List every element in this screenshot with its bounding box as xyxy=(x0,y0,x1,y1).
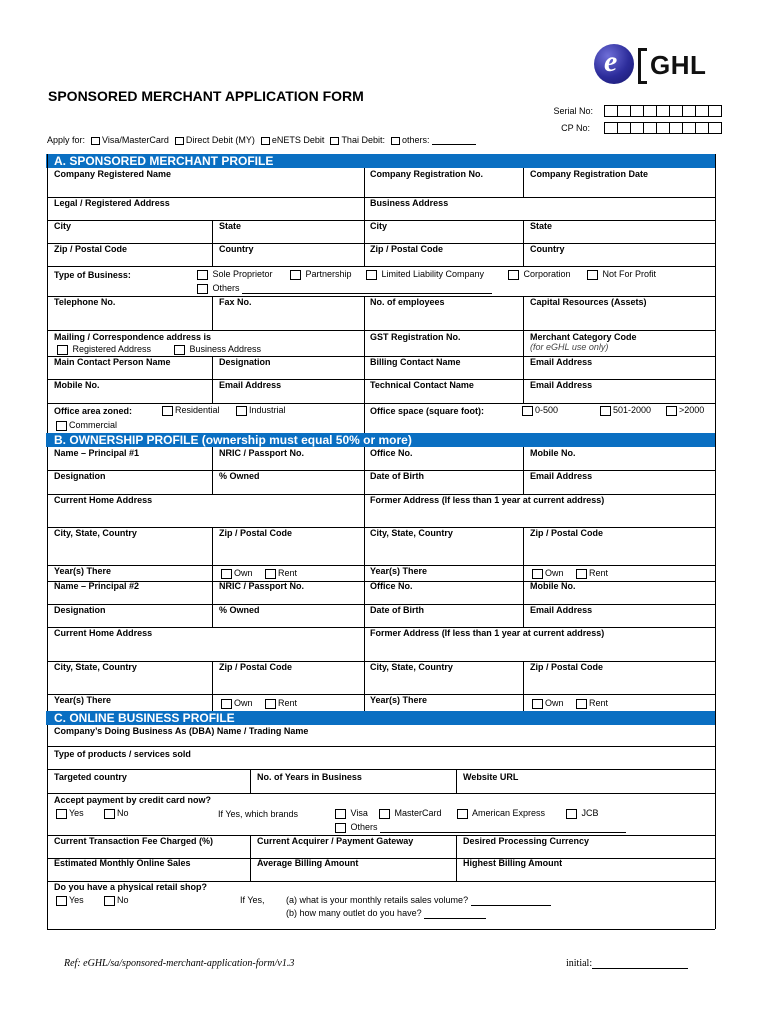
outlet-count-blank[interactable] xyxy=(424,909,486,919)
mobile-label: Mobile No. xyxy=(530,581,576,591)
highest-billing-label: Highest Billing Amount xyxy=(463,858,563,868)
zoned-option[interactable]: Commercial xyxy=(56,420,117,431)
checkbox[interactable] xyxy=(104,809,115,819)
targeted-country-label: Targeted country xyxy=(54,772,127,782)
city-label: City xyxy=(54,221,72,231)
main-contact-label: Main Contact Person Name xyxy=(54,357,171,367)
cp-no-label: CP No: xyxy=(561,123,590,133)
cp-no-field[interactable] xyxy=(604,122,722,134)
type-of-business-label: Type of Business: xyxy=(54,270,131,280)
brand-option[interactable]: Visa xyxy=(335,808,368,819)
gst-label: GST Registration No. xyxy=(370,332,461,342)
billing-contact-label: Billing Contact Name xyxy=(370,357,461,367)
others-blank[interactable] xyxy=(432,135,476,145)
years-there-label: Year(s) There xyxy=(370,566,428,576)
telephone-label: Telephone No. xyxy=(54,297,116,307)
mobile-label: Mobile No. xyxy=(530,448,576,458)
form-title: SPONSORED MERCHANT APPLICATION FORM xyxy=(48,88,364,104)
table-border-right xyxy=(715,154,716,929)
apply-option[interactable]: Direct Debit (MY) xyxy=(175,135,255,145)
brand-option[interactable]: JCB xyxy=(566,808,599,819)
fax-label: Fax No. xyxy=(219,297,252,307)
if-yes-brands-label: If Yes, which brands xyxy=(218,809,299,819)
checkbox[interactable] xyxy=(522,406,533,416)
designation-label: Designation xyxy=(54,471,106,481)
office-zoned-label: Office area zoned: xyxy=(54,406,133,416)
state-label: State xyxy=(219,221,242,231)
employees-label: No. of employees xyxy=(370,297,445,307)
owned-label: % Owned xyxy=(219,605,260,615)
physical-shop-no[interactable]: No xyxy=(104,895,129,906)
section-a-header: A. SPONSORED MERCHANT PROFILE xyxy=(46,154,715,168)
brand-other-option[interactable]: Others xyxy=(335,822,626,833)
legal-address-label: Legal / Registered Address xyxy=(54,198,170,208)
logo-bracket xyxy=(638,48,647,84)
rent-option[interactable]: Rent xyxy=(265,698,297,709)
zip-label: Zip / Postal Code xyxy=(54,244,128,254)
email-label: Email Address xyxy=(530,357,593,367)
checkbox[interactable] xyxy=(56,809,67,819)
designation-label: Designation xyxy=(219,357,271,367)
checkbox[interactable] xyxy=(576,699,587,709)
checkbox[interactable] xyxy=(221,699,232,709)
physical-shop-yes[interactable]: Yes xyxy=(56,895,84,906)
checkbox[interactable] xyxy=(532,699,543,709)
checkbox[interactable] xyxy=(290,270,301,280)
office-no-label: Office No. xyxy=(370,448,413,458)
checkbox[interactable] xyxy=(587,270,598,280)
checkbox[interactable] xyxy=(532,569,543,579)
brand-other-blank[interactable] xyxy=(380,823,626,833)
zip-label: Zip / Postal Code xyxy=(530,528,604,538)
checkbox[interactable] xyxy=(391,137,400,145)
checkbox[interactable] xyxy=(197,284,208,294)
city-state-country-label: City, State, Country xyxy=(54,528,137,538)
business-type-option[interactable]: Limited Liability Company xyxy=(366,269,484,280)
checkbox[interactable] xyxy=(236,406,247,416)
city-state-country-label: City, State, Country xyxy=(370,662,453,672)
checkbox[interactable] xyxy=(335,809,346,819)
business-type-other-blank[interactable] xyxy=(242,284,492,294)
brand-option[interactable]: MasterCard xyxy=(379,808,442,819)
checkbox[interactable] xyxy=(162,406,173,416)
if-yes-label: If Yes, xyxy=(240,895,265,905)
dba-label: Company’s Doing Business As (DBA) Name / Trading Name xyxy=(54,726,309,736)
checkbox[interactable] xyxy=(330,137,339,145)
state-label: State xyxy=(530,221,553,231)
current-home-label: Current Home Address xyxy=(54,495,153,505)
zip-label: Zip / Postal Code xyxy=(530,662,604,672)
checkbox[interactable] xyxy=(175,137,184,145)
checkbox[interactable] xyxy=(261,137,270,145)
checkbox[interactable] xyxy=(197,270,208,280)
principal2-name-label: Name – Principal #2 xyxy=(54,581,140,591)
principal1-name-label: Name – Principal #1 xyxy=(54,448,140,458)
checkbox[interactable] xyxy=(221,569,232,579)
city-state-country-label: City, State, Country xyxy=(54,662,137,672)
zoned-option[interactable]: Industrial xyxy=(236,405,286,416)
business-type-other-option[interactable]: Others xyxy=(197,283,492,294)
brand-option[interactable]: American Express xyxy=(457,808,545,819)
checkbox[interactable] xyxy=(56,421,67,431)
current-acquirer-label: Current Acquirer / Payment Gateway xyxy=(257,836,414,846)
sales-volume-blank[interactable] xyxy=(471,896,551,906)
apply-option[interactable]: eNETS Debit xyxy=(261,135,325,145)
nric-label: NRIC / Passport No. xyxy=(219,448,305,458)
zoned-option[interactable]: Residential xyxy=(162,405,220,416)
rent-option[interactable]: Rent xyxy=(576,698,608,709)
checkbox[interactable] xyxy=(566,809,577,819)
email-label: Email Address xyxy=(530,380,593,390)
accept-cc-label: Accept payment by credit card now? xyxy=(54,795,212,805)
mcc-hint: (for eGHL use only) xyxy=(530,342,609,352)
current-home-label: Current Home Address xyxy=(54,628,153,638)
apply-for-label: Apply for: xyxy=(47,135,86,145)
years-there-label: Year(s) There xyxy=(54,566,112,576)
mailing-option[interactable]: Business Address xyxy=(174,344,261,355)
company-registration-no-label: Company Registration No. xyxy=(370,169,484,179)
accept-cc-no[interactable]: No xyxy=(104,808,129,819)
email-label: Email Address xyxy=(530,471,593,481)
office-no-label: Office No. xyxy=(370,581,413,591)
owned-label: % Owned xyxy=(219,471,260,481)
email-label: Email Address xyxy=(219,380,282,390)
rent-option[interactable]: Rent xyxy=(265,568,297,579)
years-there-label: Year(s) There xyxy=(370,695,428,705)
former-address-label: Former Address (If less than 1 year at current address) xyxy=(370,495,605,505)
zip-label: Zip / Postal Code xyxy=(219,662,293,672)
own-option[interactable]: Own xyxy=(221,568,253,579)
question-b: (b) how many outlet do you have? xyxy=(286,908,486,919)
section-c-header: C. ONLINE BUSINESS PROFILE xyxy=(46,711,715,725)
space-option[interactable]: 0-500 xyxy=(522,405,558,416)
initial-field: initial: xyxy=(566,958,688,969)
logo-e-letter: e xyxy=(604,45,618,78)
years-business-label: No. of Years in Business xyxy=(257,772,362,782)
city-state-country-label: City, State, Country xyxy=(370,528,453,538)
checkbox[interactable] xyxy=(174,345,185,355)
question-a: (a) what is your monthly retails sales volume? xyxy=(286,895,551,906)
former-address-label: Former Address (If less than 1 year at current address) xyxy=(370,628,605,638)
physical-shop-label: Do you have a physical retail shop? xyxy=(54,882,208,892)
checkbox[interactable] xyxy=(457,809,468,819)
capital-label: Capital Resources (Assets) xyxy=(530,297,647,307)
checkbox[interactable] xyxy=(265,569,276,579)
own-option[interactable]: Own xyxy=(532,568,564,579)
nric-label: NRIC / Passport No. xyxy=(219,581,305,591)
dob-label: Date of Birth xyxy=(370,471,424,481)
avg-billing-label: Average Billing Amount xyxy=(257,858,359,868)
office-space-label: Office space (square foot): xyxy=(370,406,485,416)
products-label: Type of products / services sold xyxy=(54,749,191,759)
checkbox[interactable] xyxy=(57,345,68,355)
table-border-left xyxy=(47,154,48,929)
own-option[interactable]: Own xyxy=(532,698,564,709)
checkbox[interactable] xyxy=(379,809,390,819)
checkbox[interactable] xyxy=(366,270,377,280)
space-option[interactable]: >2000 xyxy=(666,405,704,416)
checkbox[interactable] xyxy=(666,406,677,416)
checkbox[interactable] xyxy=(576,569,587,579)
form-reference: Ref: eGHL/sa/sponsored-merchant-application-form/v1.3 xyxy=(64,958,295,969)
apply-option[interactable]: others: xyxy=(391,135,476,145)
mcc-label: Merchant Category Code xyxy=(530,332,637,342)
business-type-option[interactable]: Sole Proprietor xyxy=(197,269,273,280)
checkbox[interactable] xyxy=(600,406,611,416)
zip-label: Zip / Postal Code xyxy=(219,528,293,538)
designation-label: Designation xyxy=(54,605,106,615)
business-type-option[interactable]: Not For Profit xyxy=(587,269,656,280)
company-registered-name-label: Company Registered Name xyxy=(54,169,172,179)
mailing-option[interactable]: Registered Address xyxy=(57,344,151,355)
apply-for-row xyxy=(47,135,476,145)
apply-option[interactable]: Visa/MasterCard xyxy=(91,135,169,145)
dob-label: Date of Birth xyxy=(370,605,424,615)
serial-no-label: Serial No: xyxy=(553,106,593,116)
country-label: Country xyxy=(530,244,565,254)
initial-blank[interactable] xyxy=(592,959,688,969)
est-monthly-label: Estimated Monthly Online Sales xyxy=(54,858,191,868)
own-option[interactable]: Own xyxy=(221,698,253,709)
section-b-header: B. OWNERSHIP PROFILE (ownership must equal 50% or more) xyxy=(46,433,715,447)
space-option[interactable]: 501-2000 xyxy=(600,405,651,416)
years-there-label: Year(s) There xyxy=(54,695,112,705)
mailing-label: Mailing / Correspondence address is xyxy=(54,332,212,342)
zip-label: Zip / Postal Code xyxy=(370,244,444,254)
current-fee-label: Current Transaction Fee Charged (%) xyxy=(54,836,214,846)
checkbox[interactable] xyxy=(56,896,67,906)
checkbox[interactable] xyxy=(508,270,519,280)
mobile-label: Mobile No. xyxy=(54,380,100,390)
company-registration-date-label: Company Registration Date xyxy=(530,169,649,179)
table-border-bottom xyxy=(47,929,715,930)
checkbox[interactable] xyxy=(265,699,276,709)
apply-option[interactable]: Thai Debit: xyxy=(330,135,385,145)
checkbox[interactable] xyxy=(91,137,100,145)
business-type-option[interactable]: Partnership xyxy=(290,269,352,280)
business-type-option[interactable]: Corporation xyxy=(508,269,571,280)
country-label: Country xyxy=(219,244,254,254)
rent-option[interactable]: Rent xyxy=(576,568,608,579)
email-label: Email Address xyxy=(530,605,593,615)
website-label: Website URL xyxy=(463,772,519,782)
serial-no-field[interactable] xyxy=(604,105,722,117)
technical-contact-label: Technical Contact Name xyxy=(370,380,474,390)
accept-cc-yes[interactable]: Yes xyxy=(56,808,84,819)
desired-currency-label: Desired Processing Currency xyxy=(463,836,590,846)
checkbox[interactable] xyxy=(104,896,115,906)
checkbox[interactable] xyxy=(335,823,346,833)
logo-wordmark: GHL xyxy=(650,50,707,80)
business-address-label: Business Address xyxy=(370,198,449,208)
city-label: City xyxy=(370,221,388,231)
